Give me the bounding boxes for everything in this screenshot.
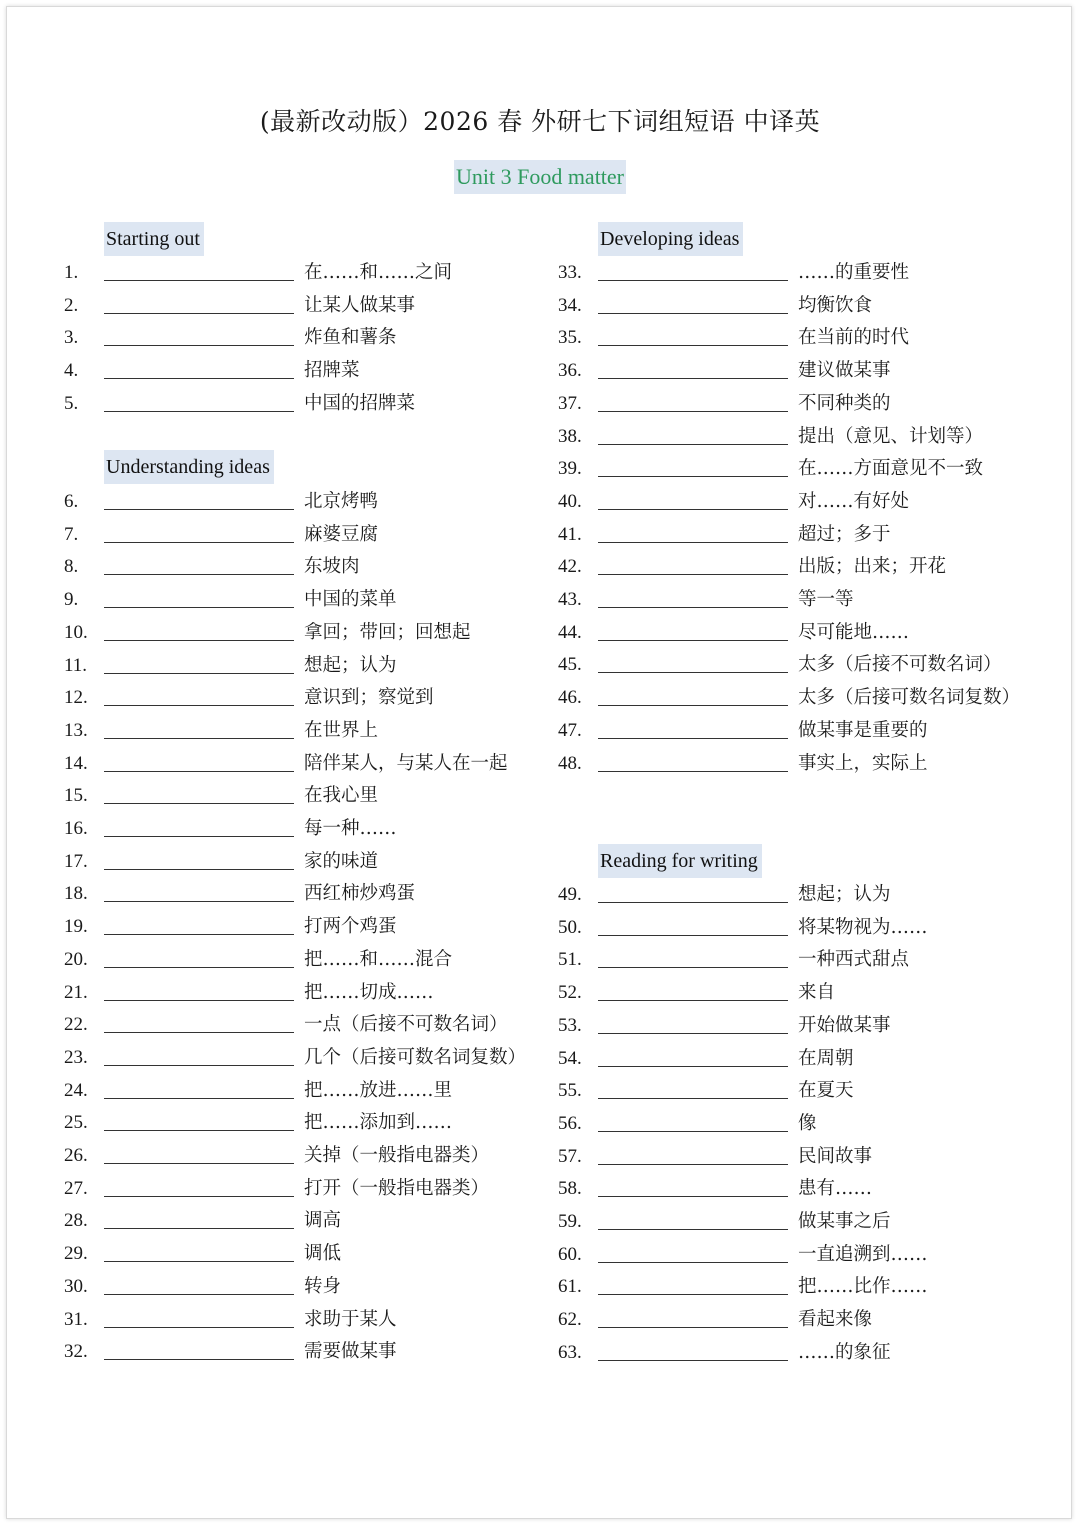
item-number: 40. [558,490,582,512]
answer-blank[interactable] [598,771,788,772]
item-number: 43. [558,589,582,610]
list-item [64,553,534,581]
answer-blank[interactable] [104,673,294,674]
section-heading-starting-out: Starting out [104,222,204,256]
list-item [558,488,1028,516]
chinese-phrase: 调低 [304,1243,342,1265]
item-number: 3. [64,327,79,349]
list-item [558,357,1028,385]
list-item [64,1175,534,1203]
item-number: 52. [558,982,582,1004]
item-number: 29. [64,1243,88,1265]
item-number: 30. [64,1275,88,1297]
answer-blank[interactable] [104,1294,294,1295]
answer-blank[interactable] [104,1065,294,1066]
list-item [64,815,534,843]
chinese-phrase: 一直追溯到…… [798,1243,928,1265]
item-number: 28. [64,1210,88,1232]
answer-blank[interactable] [104,967,294,968]
chinese-phrase: 等一等 [798,589,854,610]
chinese-phrase: 做某事之后 [798,1211,891,1232]
list-item [64,1338,534,1366]
section-heading-understanding-ideas: Understanding ideas [104,450,274,484]
chinese-phrase: 把……切成…… [304,981,434,1003]
item-number: 44. [558,621,582,643]
chinese-phrase: 做某事是重要的 [798,719,928,741]
item-number: 39. [558,458,582,480]
chinese-phrase: 不同种类的 [798,392,891,414]
chinese-phrase: 民间故事 [798,1145,873,1167]
item-number: 34. [558,294,582,316]
chinese-phrase: 把……添加到…… [304,1112,453,1134]
item-number: 18. [64,883,88,905]
answer-blank[interactable] [598,1327,788,1328]
chinese-phrase: 关掉（一般指电器类） [304,1145,490,1166]
item-number: 58. [558,1178,582,1200]
item-number: 50. [558,916,582,938]
chinese-phrase: 让某人做某事 [304,294,416,316]
chinese-phrase: 打开（一般指电器类） [304,1177,490,1199]
chinese-phrase: 陪伴某人，与某人在一起 [304,752,508,774]
list-item [558,1045,1028,1073]
list-item [558,455,1028,483]
item-number: 59. [558,1211,582,1232]
item-number: 55. [558,1080,582,1102]
list-item [64,946,534,974]
item-number: 31. [64,1308,88,1330]
list-item [64,1306,534,1334]
item-number: 6. [64,491,79,512]
chinese-phrase: 患有…… [798,1178,873,1200]
item-number: 37. [558,392,582,414]
list-item [558,750,1028,778]
answer-blank[interactable] [598,1229,788,1230]
list-item [64,717,534,745]
item-number: 21. [64,981,88,1003]
chinese-phrase: 提出（意见、计划等） [798,425,984,447]
chinese-phrase: 中国的招牌菜 [304,392,416,414]
answer-blank[interactable] [104,574,294,575]
list-item [558,259,1028,287]
list-item [64,1077,534,1105]
unit-title-wrap [0,160,1080,194]
item-number: 10. [64,621,88,643]
chinese-phrase: 意识到；察觉到 [304,687,434,709]
chinese-phrase: 招牌菜 [304,360,360,382]
list-item [558,1175,1028,1203]
list-item [558,1012,1028,1040]
list-item [64,1273,534,1301]
item-number: 54. [558,1047,582,1069]
list-item [64,848,534,876]
answer-blank[interactable] [598,411,788,412]
item-number: 56. [558,1112,582,1134]
item-number: 11. [64,654,88,676]
chinese-phrase: 尽可能地…… [798,621,910,643]
chinese-phrase: 出版；出来；开花 [798,556,947,578]
chinese-phrase: 在周朝 [798,1047,854,1069]
chinese-phrase: 在……和……之间 [304,262,453,283]
item-number: 24. [64,1079,88,1101]
answer-blank[interactable] [104,869,294,870]
list-item [558,914,1028,942]
chinese-phrase: 在夏天 [798,1080,854,1102]
chinese-phrase: 太多（后接可数名词复数） [798,687,1021,709]
item-number: 33. [558,262,582,283]
answer-blank[interactable] [104,771,294,772]
item-number: 32. [64,1341,88,1363]
item-number: 38. [558,425,582,447]
answer-blank[interactable] [104,378,294,379]
answer-blank[interactable] [598,1262,788,1263]
chinese-phrase: 将某物视为…… [798,916,928,938]
answer-blank[interactable] [598,574,788,575]
chinese-phrase: 一种西式甜点 [798,949,910,971]
list-item [64,488,534,516]
chinese-phrase: 想起；认为 [798,884,891,905]
list-item [558,717,1028,745]
answer-blank[interactable] [598,1066,788,1067]
list-item [64,1142,534,1170]
list-item [64,782,534,810]
list-item [558,946,1028,974]
chinese-phrase: 一点（后接不可数名词） [304,1014,508,1036]
page-title: (最新改动版）2026 春 外研七下词组短语 中译英 [259,107,821,136]
item-number: 17. [64,850,88,872]
list-item [558,1273,1028,1301]
list-item [558,1339,1028,1367]
answer-blank[interactable] [598,1098,788,1099]
answer-blank[interactable] [598,902,788,903]
answer-blank[interactable] [104,542,294,543]
chinese-phrase: 需要做某事 [304,1341,397,1363]
answer-blank[interactable] [598,1294,788,1295]
item-number: 20. [64,948,88,970]
answer-blank[interactable] [104,1327,294,1328]
answer-blank[interactable] [104,1261,294,1262]
chinese-phrase: 看起来像 [798,1309,873,1331]
chinese-phrase: 想起；认为 [304,654,397,676]
answer-blank[interactable] [104,934,294,935]
list-item [64,619,534,647]
answer-blank[interactable] [104,1098,294,1099]
chinese-phrase: 事实上，实际上 [798,752,928,774]
answer-blank[interactable] [104,509,294,510]
item-number: 16. [64,818,88,839]
answer-blank[interactable] [598,1196,788,1197]
item-number: 47. [558,719,582,741]
item-number: 26. [64,1145,88,1166]
chinese-phrase: 对……有好处 [798,490,910,512]
list-item [64,1011,534,1039]
answer-blank[interactable] [598,1360,788,1361]
answer-blank[interactable] [104,1228,294,1229]
list-item [64,357,534,385]
item-number: 12. [64,687,88,709]
chinese-phrase: 拿回；带回；回想起 [304,621,471,643]
chinese-phrase: 炸鱼和薯条 [304,327,397,349]
item-number: 61. [558,1276,582,1298]
list-item [558,881,1028,909]
list-item [558,1306,1028,1334]
item-number: 4. [64,360,79,382]
answer-blank[interactable] [598,640,788,641]
list-item [558,553,1028,581]
chinese-phrase: 在我心里 [304,785,379,807]
list-item [558,1110,1028,1138]
item-number: 41. [558,523,582,545]
list-item [64,750,534,778]
chinese-phrase: 打两个鸡蛋 [304,916,397,938]
item-number: 48. [558,752,582,774]
list-item [64,979,534,1007]
answer-blank[interactable] [104,640,294,641]
item-number: 51. [558,949,582,971]
list-item [64,684,534,712]
chinese-phrase: 均衡饮食 [798,294,873,316]
answer-blank[interactable] [104,1359,294,1360]
item-number: 14. [64,752,88,774]
item-number: 62. [558,1309,582,1331]
chinese-phrase: 建议做某事 [798,360,891,382]
list-item [558,586,1028,614]
list-item [558,324,1028,352]
item-number: 5. [64,392,79,414]
answer-blank[interactable] [598,935,788,936]
chinese-phrase: 太多（后接不可数名词） [798,654,1002,676]
list-item [558,521,1028,549]
list-item [64,259,534,287]
item-number: 23. [64,1046,88,1068]
chinese-phrase: 在……方面意见不一致 [798,458,984,480]
list-item [558,292,1028,320]
answer-blank[interactable] [598,672,788,673]
answer-blank[interactable] [598,476,788,477]
list-item [558,1077,1028,1105]
chinese-phrase: 中国的菜单 [304,589,397,611]
section-heading-developing-ideas: Developing ideas [598,222,743,256]
chinese-phrase: 超过；多于 [798,523,891,545]
answer-blank[interactable] [598,1131,788,1132]
section-heading-reading-for-writing: Reading for writing [598,844,762,878]
item-number: 25. [64,1112,88,1134]
answer-blank[interactable] [104,738,294,739]
chinese-phrase: 在世界上 [304,719,379,741]
answer-blank[interactable] [598,1000,788,1001]
answer-blank[interactable] [104,607,294,608]
list-item [64,1240,534,1268]
item-number: 15. [64,785,88,807]
chinese-phrase: 麻婆豆腐 [304,523,379,545]
chinese-phrase: 在当前的时代 [798,327,910,349]
item-number: 27. [64,1177,88,1199]
answer-blank[interactable] [104,411,294,412]
list-item [64,324,534,352]
chinese-phrase: 像 [798,1112,817,1134]
list-item [64,586,534,614]
list-item [64,521,534,549]
answer-blank[interactable] [598,542,788,543]
answer-blank[interactable] [104,1032,294,1033]
item-number: 49. [558,884,582,905]
answer-blank[interactable] [598,1164,788,1165]
chinese-phrase: 开始做某事 [798,1014,891,1036]
answer-blank[interactable] [598,738,788,739]
list-item [64,913,534,941]
answer-blank[interactable] [598,313,788,314]
answer-blank[interactable] [104,1163,294,1164]
chinese-phrase: 来自 [798,982,836,1004]
item-number: 8. [64,556,79,578]
chinese-phrase: 北京烤鸭 [304,491,379,512]
list-item [558,619,1028,647]
answer-blank[interactable] [598,378,788,379]
chinese-phrase: 把……和……混合 [304,948,453,970]
item-number: 35. [558,327,582,349]
answer-blank[interactable] [598,280,788,281]
list-item [64,1207,534,1235]
item-number: 2. [64,294,79,316]
list-item [558,1241,1028,1269]
answer-blank[interactable] [104,345,294,346]
chinese-phrase: ……的重要性 [798,262,910,283]
answer-blank[interactable] [104,901,294,902]
answer-blank[interactable] [598,444,788,445]
item-number: 46. [558,687,582,709]
chinese-phrase: 把……放进……里 [304,1079,453,1101]
item-number: 22. [64,1014,88,1036]
answer-blank[interactable] [598,345,788,346]
item-number: 53. [558,1014,582,1036]
list-item [64,880,534,908]
item-number: 9. [64,589,79,611]
list-item [558,390,1028,418]
answer-blank[interactable] [104,1130,294,1131]
item-number: 57. [558,1145,582,1167]
answer-blank[interactable] [598,509,788,510]
item-number: 13. [64,719,88,741]
answer-blank[interactable] [598,705,788,706]
answer-blank[interactable] [104,280,294,281]
list-item [64,1044,534,1072]
answer-blank[interactable] [104,803,294,804]
chinese-phrase: 调高 [304,1210,342,1232]
chinese-phrase: 每一种…… [304,818,397,839]
answer-blank[interactable] [104,836,294,837]
chinese-phrase: 把……比作…… [798,1276,928,1298]
item-number: 60. [558,1243,582,1265]
list-item [558,423,1028,451]
answer-blank[interactable] [104,1000,294,1001]
chinese-phrase: 西红柿炒鸡蛋 [304,883,416,905]
list-item [64,292,534,320]
chinese-phrase: 几个（后接可数名词复数） [304,1046,527,1068]
item-number: 19. [64,916,88,938]
answer-blank[interactable] [104,705,294,706]
answer-blank[interactable] [598,607,788,608]
chinese-phrase: 求助于某人 [304,1308,397,1330]
list-item [64,390,534,418]
item-number: 63. [558,1341,582,1363]
item-number: 36. [558,360,582,382]
answer-blank[interactable] [104,313,294,314]
chinese-phrase: 家的味道 [304,850,379,872]
item-number: 45. [558,654,582,676]
chinese-phrase: ……的象征 [798,1341,891,1363]
answer-blank[interactable] [598,967,788,968]
list-item [558,979,1028,1007]
chinese-phrase: 东坡肉 [304,556,360,578]
list-item [64,1109,534,1137]
list-item [558,1208,1028,1236]
item-number: 1. [64,262,79,283]
chinese-phrase: 转身 [304,1275,342,1297]
item-number: 7. [64,523,79,545]
unit-title: Unit 3 Food matter [454,160,626,194]
answer-blank[interactable] [598,1033,788,1034]
answer-blank[interactable] [104,1196,294,1197]
list-item [558,684,1028,712]
list-item [558,651,1028,679]
list-item [558,1143,1028,1171]
item-number: 42. [558,556,582,578]
list-item [64,652,534,680]
